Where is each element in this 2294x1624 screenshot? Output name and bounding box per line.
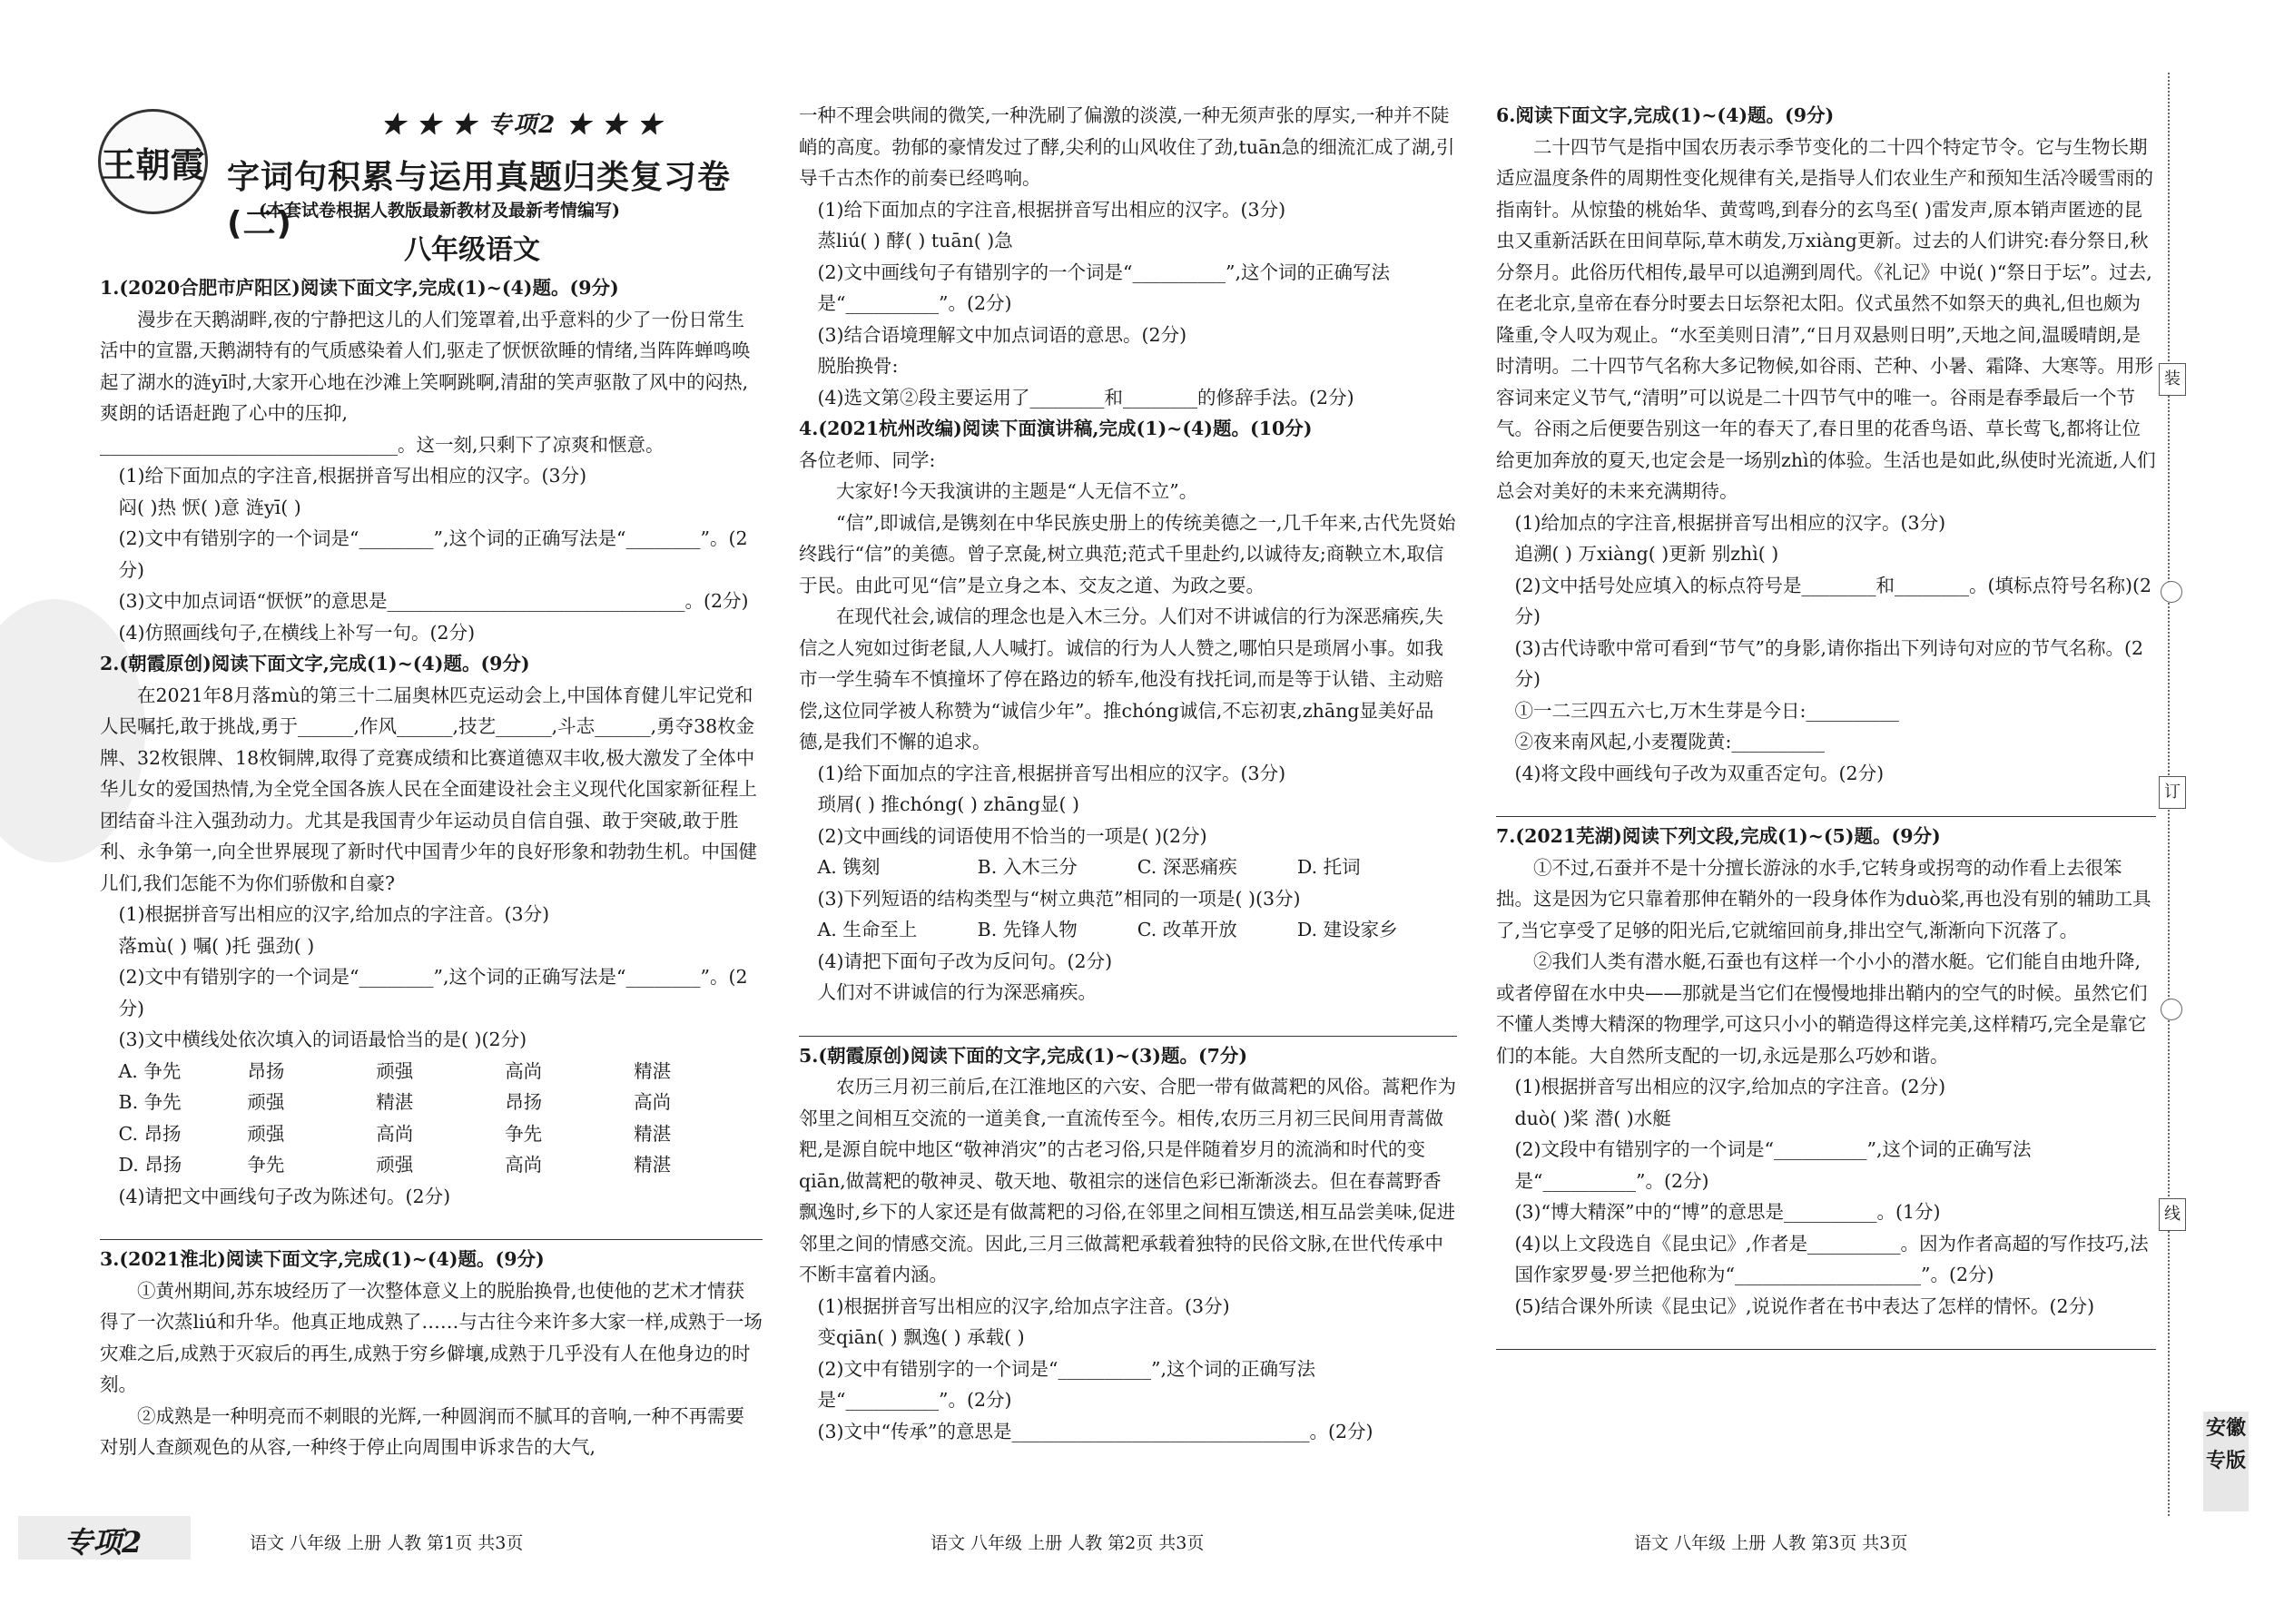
option-item: B. 入木三分 xyxy=(977,856,1078,878)
column-3 xyxy=(1496,100,2156,1353)
question-item: (3)文中“传承”的意思是________________________________。(2分) xyxy=(817,1420,1373,1442)
grade-title: 八年级语文 xyxy=(404,234,540,266)
question-item: (1)根据拼音写出相应的汉字,给加点的字注音。(3分) xyxy=(118,903,550,925)
answer-line xyxy=(799,1009,1457,1037)
option-cell: 争先 xyxy=(505,1122,543,1145)
passage-text: 二十四节气是指中国农历表示季节变化的二十四个特定节令。它与生物长期适应温度条件的周期性变化规律有关,是指导人们农业生产和预知生活冷暖雪雨的指南针。从惊蛰的桃始华、黄莺鸣,到春分的玄鸟至( )雷发声,原本销声匿迹的昆虫又重新活跃在田间草际,草木萌发,万xiàng更新。过去的人们讲究:春分祭日,秋分祭月。此俗历代相传,最早可以追溯到周代。《礼记》中说( )“祭日于坛”。过去,在老北京,皇帝在春分时要去日坛祭祀太阳。仪式虽然不如祭天的典礼,但也颇为隆重,令人叹为观止。“水至美则日清”,“日月双悬则日明”,天地之间,温暖晴朗,是时清明。二十四节气名称大多记物候,如谷雨、芒种、小暑、霜降、大寒等。用形容词来定义节气,“清明”可以说是二十四节气中的唯一。谷雨是春季最后一个节气。谷雨之后便要告别这一年的春天了,春日里的花香鸟语、草长莺飞,都将让位给更加奔放的夏天,也定会是一场别zhì的体验。生活也是如此,纵使时光流逝,人们总会对美好的未来充满期待。 xyxy=(1496,135,2156,502)
passage-text: 农历三月初三前后,在江淮地区的六安、合肥一带有做蒿粑的风俗。蒿粑作为邻里之间相互交流的一道美食,一直流传至今。相传,农历三月初三民间用青蒿做粑,是源自皖中地区“敬神消灾”的古老习俗,只是伴随着岁月的流淌和时代的变qiān,做蒿粑的敬神灵、敬天地、敬祖宗的迷信色彩已渐渐淡去。但在春蒿野香飘逸时,乡下的人家还是有做蒿粑的习俗,在邻里之间相互馈送,相互品尝美味,促进邻里之间的情感交流。因此,三月三做蒿粑承载着独特的民俗文脉,在世代传承中不断丰富着内涵。 xyxy=(799,1076,1457,1285)
option-cell: 精湛 xyxy=(376,1091,414,1113)
footer-page-2: 语文 八年级 上册 人教 第2页 共3页 xyxy=(930,1533,1205,1553)
question-item: (4)请把下面句子改为反问句。(2分) xyxy=(817,950,1113,972)
option-cell: C. 昂扬 xyxy=(118,1122,182,1145)
question-item: 脱胎换骨: xyxy=(817,355,899,377)
question-item: (2)文中有错别字的一个词是“__________”,这个词的正确写法是“__________”。(2分) xyxy=(817,1357,1316,1411)
question-item: (3)“博大精深”中的“博”的意思是__________。(1分) xyxy=(1514,1201,1941,1223)
question-item: (2)文段中有错别字的一个词是“__________”,这个词的正确写法是“__________”。(2分) xyxy=(1514,1138,2032,1192)
column-2 xyxy=(799,100,1457,1447)
footer-page-3: 语文 八年级 上册 人教 第3页 共3页 xyxy=(1634,1533,1908,1553)
passage-text: 在2021年8月落mù的第三十二届奥林匹克运动会上,中国体育健儿牢记党和人民嘱托,敢于挑战,勇于______,作风______,技艺______,斗志______,勇夺38枚金牌、32枚银牌、18枚铜牌,取得了竞赛成绩和比赛道德双丰收,极大激发了全体中华儿女的爱国热情,为全党全国各族人民在全面建设社会主义现代化国家新征程上团结奋斗注入强劲动力。尤其是我国青少年运动员自信自强、敢于突破,敢于胜利、永争第一,向全世界展现了新时代中国青少年的良好形象和勃勃生机。中国健儿们,我们怎能不为你们骄傲和自豪? xyxy=(100,684,758,894)
question-heading: 7.(2021芜湖)阅读下列文段,完成(1)~(5)题。(9分) xyxy=(1496,825,1941,847)
passage-text: 在现代社会,诚信的理念也是入木三分。人们对不讲诚信的行为深恶痛疾,失信之人宛如过街老鼠,人人喊打。诚信的行为人人赞之,哪怕只是琐屑小事。如我市一学生骑车不慎撞坏了停在路边的轿车,他没有找托词,而是等于认错、主动赔偿,这位同学被人称赞为“诚信少年”。推chóng诚信,不忘初衷,zhāng显美好品德,是我们不懈的追求。 xyxy=(799,605,1444,753)
question-heading: 5.(朝霞原创)阅读下面的文字,完成(1)~(3)题。(7分) xyxy=(799,1044,1248,1067)
question-item: (3)文中横线处依次填入的词语最恰当的是( )(2分) xyxy=(118,1029,527,1050)
question-item: (1)给下面加点的字注音,根据拼音写出相应的汉字。(3分) xyxy=(817,762,1286,784)
question-heading: 3.(2021淮北)阅读下面文字,完成(1)~(4)题。(9分) xyxy=(100,1248,545,1270)
option-item: D. 托词 xyxy=(1296,856,1361,878)
question-item: 变qiān( ) 飘逸( ) 承载( ) xyxy=(817,1326,1025,1348)
province-label: 安徽专版 xyxy=(2203,1412,2249,1511)
question-item: (3)下列短语的结构类型与“树立典范”相同的一项是( )(3分) xyxy=(817,887,1301,910)
option-cell: 顽强 xyxy=(247,1091,285,1113)
answer-line xyxy=(100,1212,763,1240)
question-item: (2)文中画线句子有错别字的一个词是“__________”,这个词的正确写法是“__________”。(2分) xyxy=(817,261,1391,314)
option-item: A. 生命至上 xyxy=(817,919,918,940)
footer-badge xyxy=(18,1516,191,1560)
binding-box-3: 线 xyxy=(2159,1198,2186,1231)
footer-badge-text: 专项2 xyxy=(64,1525,143,1560)
option-cell: 高尚 xyxy=(376,1122,414,1145)
question-heading: 6.阅读下面文字,完成(1)~(4)题。(9分) xyxy=(1496,104,1835,126)
question-item: (4)仿照画线句子,在横线上补写一句。(2分) xyxy=(118,621,476,644)
question-item: (2)文中括号处应填入的标点符号是________和________。(填标点符号名称)(2分) xyxy=(1514,574,2152,627)
question-item: ②夜来南风起,小麦覆陇黄:__________ xyxy=(1514,731,1825,753)
q4-options-2 xyxy=(799,914,1457,946)
question-item: 蒸liú( ) 酵( ) tuān( )急 xyxy=(817,230,1013,251)
question-item: ①一二三四五六七,万木生芽是今日:__________ xyxy=(1514,699,1899,722)
answer-line xyxy=(1496,789,2156,817)
question-item: 闷( )热 恹( )意 涟yī( ) xyxy=(118,496,301,518)
logo-text: 王朝霞 xyxy=(101,143,205,185)
question-heading: 2.(朝霞原创)阅读下面文字,完成(1)~(4)题。(9分) xyxy=(100,653,530,674)
option-cell: 顽强 xyxy=(376,1059,414,1082)
question-item: (2)文中画线的词语使用不恰当的一项是( )(2分) xyxy=(817,824,1207,847)
question-item: (1)给加点的字注音,根据拼音写出相应的汉字。(3分) xyxy=(1514,511,1946,534)
option-cell: 精湛 xyxy=(634,1059,672,1082)
option-cell: B. 争先 xyxy=(118,1091,182,1113)
page-header xyxy=(73,95,763,272)
question-item: (5)结合课外所读《昆虫记》,说说作者在书中表达了怎样的情怀。(2分) xyxy=(1514,1294,2095,1317)
question-item: 人们对不讲诚信的行为深恶痛疾。 xyxy=(817,981,1097,1003)
option-item: B. 先锋人物 xyxy=(977,919,1078,940)
passage-text: ②我们人类有潜水艇,石蚕也有这样一个小小的潜水艇。它们能自由地升降,或者停留在水中央——那就是当它们在慢慢地排出鞘内的空气的时候。虽然它们不懂人类博大精深的物理学,可这只小小的鞘造得这样完美,这样精巧,完全是靠它们的本能。大自然所支配的一切,永远是那么巧妙和谐。 xyxy=(1496,950,2148,1067)
option-cell: 高尚 xyxy=(505,1154,543,1176)
question-item: 琐屑( ) 推chóng( ) zhāng显( ) xyxy=(817,793,1079,815)
question-item: (1)给下面加点的字注音,根据拼音写出相应的汉字。(3分) xyxy=(118,465,587,487)
binding-box-2: 订 xyxy=(2159,776,2186,809)
question-item: (4)请把文中画线句子改为陈述句。(2分) xyxy=(118,1185,451,1207)
question-heading: 4.(2021杭州改编)阅读下面演讲稿,完成(1)~(4)题。(10分) xyxy=(799,418,1313,439)
question-item: (3)文中加点词语“恹恹”的意思是________________________________。(2分) xyxy=(118,590,749,612)
passage-text: ①不过,石蚕并不是十分擅长游泳的水手,它转身或拐弯的动作看上去很笨拙。这是因为它只靠着那伸在鞘外的一段身体作为duò桨,再也没有别的辅助工具了,当它享受了足够的阳光后,它就缩回前身,排出空气,渐渐向下沉落了。 xyxy=(1496,856,2151,941)
option-item: C. 深恶痛疾 xyxy=(1137,856,1237,878)
option-cell: 高尚 xyxy=(505,1059,543,1082)
page-subtitle: (本套试卷根据人教版最新教材及最新考情编写) xyxy=(259,201,620,221)
option-item: D. 建设家乡 xyxy=(1296,919,1398,940)
option-item: A. 镌刻 xyxy=(817,856,881,878)
option-cell: 顽强 xyxy=(376,1154,414,1176)
question-item: (2)文中有错别字的一个词是“________”,这个词的正确写法是“________”。(2分) xyxy=(118,527,748,581)
answer-line xyxy=(1496,1322,2156,1350)
question-item: (2)文中有错别字的一个词是“________”,这个词的正确写法是“________”。(2分) xyxy=(118,966,748,1019)
option-item: C. 改革开放 xyxy=(1137,919,1237,940)
binding-hole-1 xyxy=(2161,581,2182,603)
question-item: duò( )桨 潜( )水艇 xyxy=(1514,1107,1671,1129)
section-label: ★ ★ ★ 专项2 ★ ★ ★ xyxy=(381,112,664,139)
q4-options xyxy=(799,851,1457,883)
q2-options xyxy=(100,1056,763,1181)
question-item: (1)给下面加点的字注音,根据拼音写出相应的汉字。(3分) xyxy=(817,198,1286,221)
footer-page-1: 语文 八年级 上册 人教 第1页 共3页 xyxy=(250,1533,524,1553)
question-item: (1)根据拼音写出相应的汉字,给加点字注音。(3分) xyxy=(817,1294,1230,1317)
page-title: 字词句积累与运用真题归类复习卷(二) xyxy=(227,159,732,242)
passage-text: ①黄州期间,苏东坡经历了一次整体意义上的脱胎换骨,也使他的艺术才情获得了一次蒸liú和升华。他真正地成熟了……与古往今来许多大家一样,成熟于一场灾难之后,成熟于灭寂后的再生,成熟于穷乡僻壤,成熟于几乎没有人在他身边的时刻。 xyxy=(100,1279,763,1395)
option-cell: 精湛 xyxy=(634,1154,672,1176)
question-item: (3)结合语境理解文中加点词语的意思。(2分) xyxy=(817,323,1187,346)
column-1 xyxy=(100,272,763,1463)
logo xyxy=(98,109,208,214)
question-item: (1)根据拼音写出相应的汉字,给加点的字注音。(2分) xyxy=(1514,1076,1946,1097)
option-cell: 昂扬 xyxy=(505,1091,543,1113)
passage-text: 各位老师、同学: xyxy=(799,448,936,471)
option-cell: 争先 xyxy=(247,1154,285,1176)
option-cell: A. 争先 xyxy=(118,1059,182,1082)
passage-text: ________________________________。这一刻,只剩下了凉爽和惬意。 xyxy=(100,433,665,456)
option-cell: 精湛 xyxy=(634,1122,672,1145)
question-item: (4)以上文段选自《昆虫记》,作者是__________。因为作者高超的写作技巧,法国作家罗曼·罗兰把他称为“____________________”。(2分) xyxy=(1514,1232,2149,1285)
passage-text: 大家好!今天我演讲的主题是“人无信不立”。 xyxy=(836,480,1198,502)
question-heading: 1.(2020合肥市庐阳区)阅读下面文字,完成(1)~(4)题。(9分) xyxy=(100,277,619,299)
option-cell: 高尚 xyxy=(634,1091,672,1113)
option-cell: 顽强 xyxy=(247,1122,285,1145)
passage-text: “信”,即诚信,是镌刻在中华民族史册上的传统美德之一,几千年来,古代先贤始终践行“信”的美德。曾子烹彘,树立典范;范式千里赴约,以诚待友;商鞅立木,取信于民。由此可见“信”是立身之本、交友之道、为政之要。 xyxy=(799,511,1456,596)
passage-text: ②成熟是一种明亮而不刺眼的光辉,一种圆润而不腻耳的音响,一种不再需要对别人查颜观色的从容,一种终于停止向周围申诉求告的大气, xyxy=(100,1404,745,1458)
binding-hole-2 xyxy=(2161,999,2182,1020)
question-item: 落mù( ) 嘱( )托 强劲( ) xyxy=(118,934,315,957)
option-cell: 昂扬 xyxy=(247,1059,285,1082)
question-item: (4)将文段中画线句子改为双重否定句。(2分) xyxy=(1514,762,1885,784)
question-item: 追溯( ) 万xiàng( )更新 别zhì( ) xyxy=(1514,543,1779,565)
option-cell: D. 昂扬 xyxy=(118,1154,182,1176)
passage-text: 漫步在天鹅湖畔,夜的宁静把这儿的人们笼罩着,出乎意料的少了一份日常生活中的宣嚣,天鹅湖特有的气质感染着人们,驱走了恹恹欲睡的情绪,当阵阵蝉鸣唤起了湖水的涟yī时,大家开心地在沙滩上笑啊跳啊,清甜的笑声驱散了风中的闷热,爽朗的话语赶跑了心中的压抑, xyxy=(100,308,751,424)
passage-text: 一种不理会哄闹的微笑,一种洗刷了偏激的淡漠,一种无须声张的厚实,一种并不陡峭的高度。勃郁的豪情发过了酵,尖利的山风收住了劲,tuān急的细流汇成了湖,引导千古杰作的前奏已经鸣响。 xyxy=(799,104,1455,189)
question-item: (3)古代诗歌中常可看到“节气”的身影,请你指出下列诗句对应的节气名称。(2分) xyxy=(1514,636,2144,690)
question-item: (4)选文第②段主要运用了________和________的修辞手法。(2分) xyxy=(817,386,1354,408)
binding-box-1: 装 xyxy=(2159,363,2186,396)
